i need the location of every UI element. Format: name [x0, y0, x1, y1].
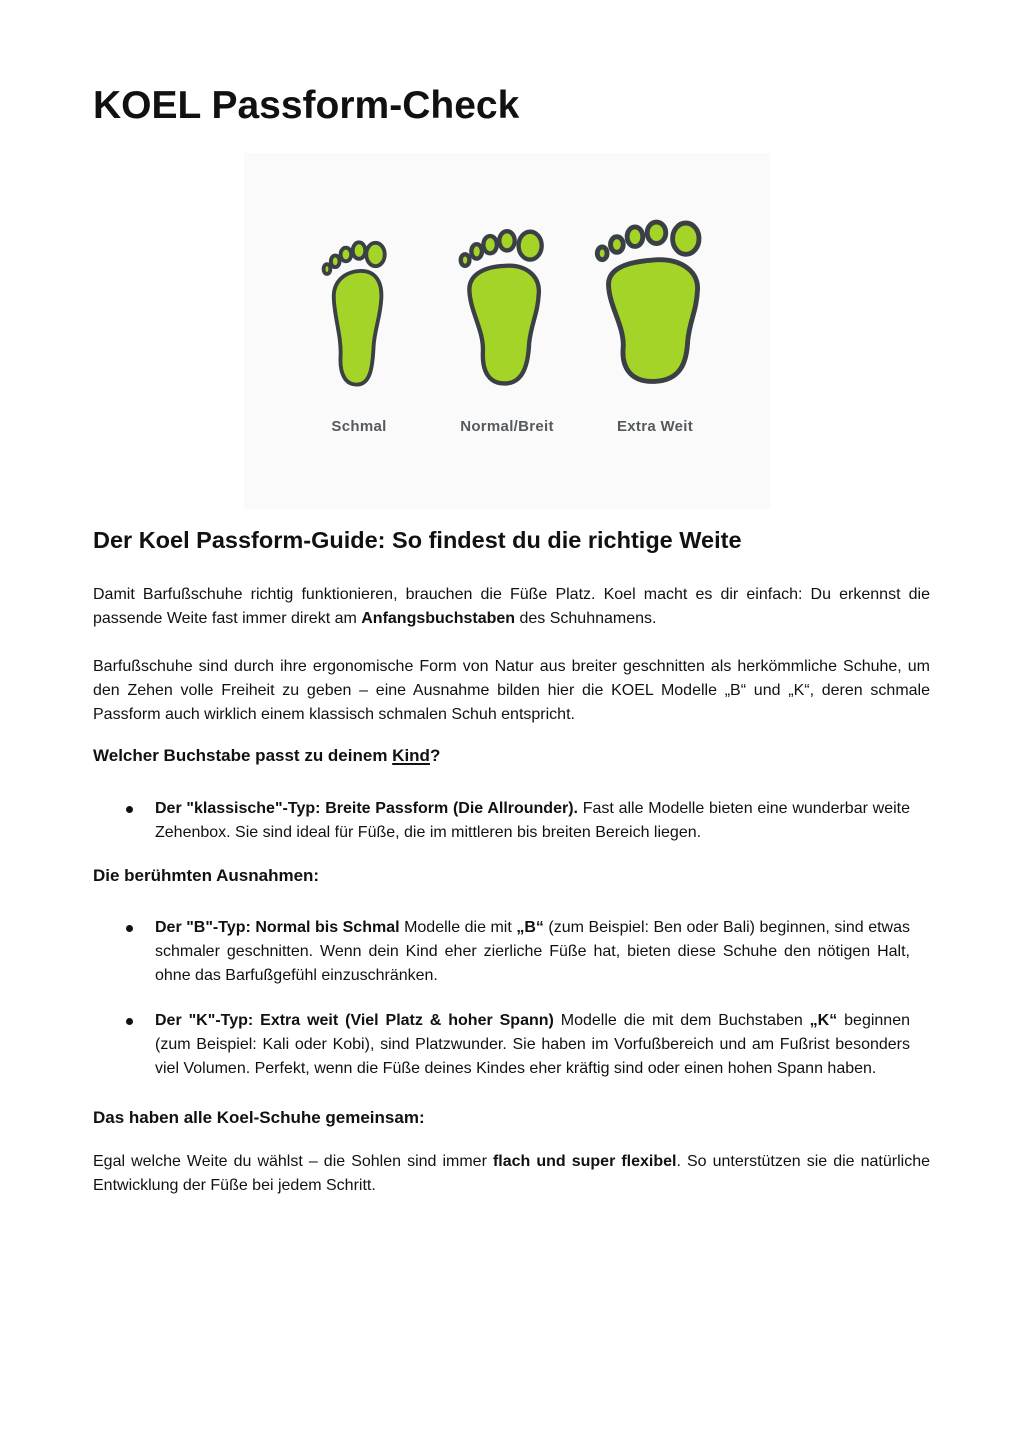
- k-type-text-2: beginnen (zum Beispiel: Kali oder Kobi), sind Platzwunder. Sie haben im Vorfußbereich und am Fußrist besonders viel Volumen. Perfekt, wenn die Füße deines Kindes eher kräftig sind oder einen hohen Spann haben.: [155, 1011, 910, 1077]
- classic-type-bold: Der "klassische"-Typ: Breite Passform (Die Allrounder).: [155, 799, 578, 817]
- b-type-item: [155, 916, 910, 988]
- wide-foot-label: Extra Weit: [616, 417, 694, 435]
- b-type-bold-title: Der "B"-Typ: Normal bis Schmal: [155, 918, 400, 936]
- b-type-bold-letter: „B“: [516, 918, 544, 936]
- k-type-item: [155, 1009, 910, 1081]
- outro-bold-term: flach und super flexibel: [492, 1152, 677, 1170]
- foot-option-narrow: [285, 238, 433, 435]
- guide-heading: Der Koel Passform-Guide: So findest du die richtige Weite: [93, 526, 742, 553]
- b-type-text-1: Modelle die mit: [399, 918, 517, 936]
- medium-footprint-icon: [454, 227, 560, 403]
- k-type-bold-title: Der "K"-Typ: Extra weit (Viel Platz & hoher Spann): [155, 1011, 554, 1029]
- question-text-pre: Welcher Buchstabe passt zu deinem: [93, 745, 393, 765]
- narrow-foot-label: Schmal: [331, 417, 387, 435]
- common-heading: Das haben alle Koel-Schuhe gemeinsam:: [93, 1107, 425, 1127]
- outro-paragraph: [93, 1150, 930, 1198]
- exceptions-list: [93, 916, 930, 1081]
- ergonomic-paragraph: Barfußschuhe sind durch ihre ergonomische Form von Natur aus breiter geschnitten als herkömmliche Schuhe, um den Zehen volle Freiheit zu geben – eine Ausnahme bilden hier die KOEL Modelle „B“ und „K“, deren schmale Passform auch wirklich einem klassisch schmalen Schuh entspricht.: [93, 657, 930, 723]
- page-title: KOEL Passform-Check: [93, 84, 520, 127]
- wide-footprint-icon: [589, 219, 721, 403]
- b-type-text-2: (zum Beispiel: Ben oder Bali) beginnen, sind etwas schmaler geschnitten. Wenn dein Kind eher zierliche Füße hat, bieten diese Schuhe den nötigen Halt, ohne das Barfußgefühl einzuschränken.: [155, 918, 910, 984]
- question-heading: [93, 746, 930, 766]
- question-underlined-word: Kind: [392, 745, 430, 765]
- intro-text-post: des Schuhnamens.: [515, 609, 657, 627]
- k-type-text-1: Modelle die mit dem Buchstaben: [553, 1011, 810, 1029]
- outro-text-post: . So unterstützen sie die natürliche Entwicklung der Füße bei jedem Schritt.: [93, 1152, 931, 1194]
- classic-type-list: [93, 797, 930, 845]
- question-text-post: ?: [429, 745, 441, 765]
- classic-type-text: Fast alle Modelle bieten eine wunderbar weite Zehenbox. Sie sind ideal für Füße, die im mittleren bis breiten Bereich liegen.: [155, 799, 911, 841]
- foot-width-figure: [244, 153, 770, 509]
- foot-option-wide: [581, 219, 729, 435]
- medium-foot-label: Normal/Breit: [460, 417, 554, 435]
- outro-text-pre: Egal welche Weite du wählst – die Sohlen sind immer: [93, 1152, 493, 1170]
- exceptions-heading: Die berühmten Ausnahmen:: [93, 865, 320, 885]
- intro-text-pre: Damit Barfußschuhe richtig funktionieren, brauchen die Füße Platz. Koel macht es dir einfach: Du erkennst die passende Weite fast immer direkt am: [93, 585, 930, 627]
- intro-paragraph: [93, 583, 930, 631]
- classic-type-item: [155, 797, 910, 845]
- k-type-bold-letter: „K“: [809, 1011, 838, 1029]
- intro-bold-term: Anfangsbuchstaben: [361, 609, 516, 627]
- foot-option-medium: [433, 227, 581, 435]
- narrow-footprint-icon: [320, 238, 398, 403]
